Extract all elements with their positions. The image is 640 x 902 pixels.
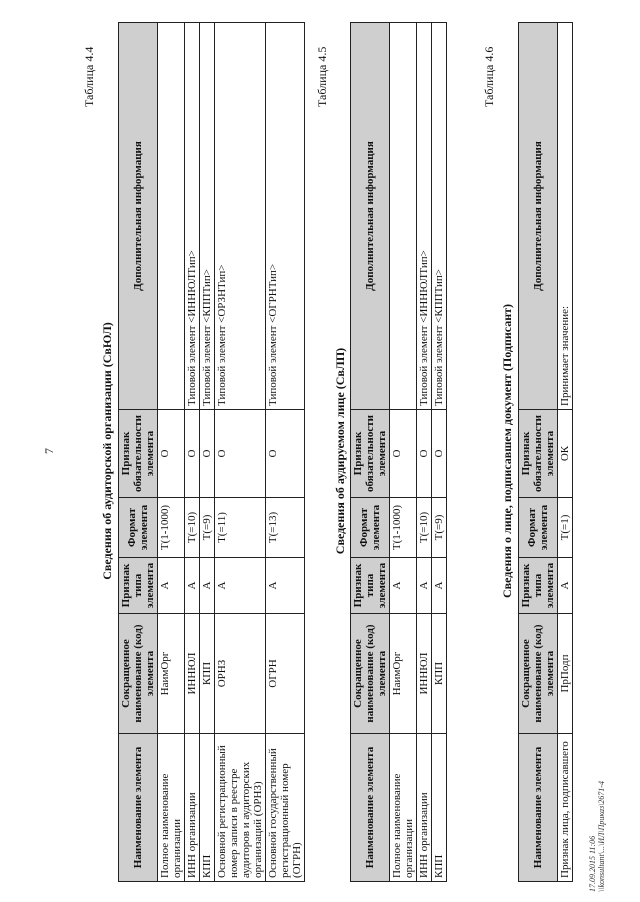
table-cell: Полное наименование организации <box>158 734 185 882</box>
header-row <box>119 23 158 882</box>
table-cell: T(=11) <box>215 498 266 558</box>
table-cell: О <box>432 410 447 498</box>
column-header: Сокращенное наименование (код) элемента <box>119 614 158 734</box>
table-cell: А <box>390 558 417 614</box>
table-cell: T(=9) <box>200 498 215 558</box>
table-title: Сведения об аудируемом лице (СвЛП) <box>333 347 347 555</box>
table-cell: ИННЮЛ <box>185 614 200 734</box>
table-cell: О <box>390 410 417 498</box>
column-header: Сокращенное наименование (код) элемента <box>351 614 390 734</box>
table-cell: T(1-1000) <box>158 498 185 558</box>
table-number: Таблица 4.4 <box>82 46 96 107</box>
table-title: Сведения о лице, подписавшем документ (Подписант) <box>500 303 514 599</box>
table-cell: Основной государственный регистрационный номер (ОГРН) <box>266 734 305 882</box>
table-cell: НаимОрг <box>390 614 417 734</box>
table-row <box>432 23 447 882</box>
print-footer <box>588 781 606 892</box>
table-cell: А <box>158 558 185 614</box>
table-cell: Типовой элемент <КППТип> <box>200 23 215 410</box>
column-header: Дополнительная информация <box>519 23 558 410</box>
column-header: Признак обязательности элемента <box>351 410 390 498</box>
table-body <box>390 23 447 882</box>
table-cell: Принимает значение: <box>558 23 573 410</box>
table-cell: T(=13) <box>266 498 305 558</box>
table-cell: Типовой элемент <ИННЮЛТип> <box>417 23 432 410</box>
table-cell: А <box>417 558 432 614</box>
table-cell: А <box>558 558 573 614</box>
table-cell: ПрПодп <box>558 614 573 734</box>
table-row <box>185 23 200 882</box>
table-cell: О <box>266 410 305 498</box>
column-header: Наименование элемента <box>519 734 558 882</box>
data-table <box>518 22 573 882</box>
table-cell: Типовой элемент <ИННЮЛТип> <box>185 23 200 410</box>
column-header: Дополнительная информация <box>351 23 390 410</box>
table-cell: А <box>200 558 215 614</box>
table-cell: КПП <box>432 734 447 882</box>
table-cell: О <box>200 410 215 498</box>
column-header: Дополнительная информация <box>119 23 158 410</box>
page-number: 7 <box>42 448 56 454</box>
table-cell: КПП <box>200 614 215 734</box>
table-row <box>215 23 266 882</box>
table-cell: ОГРН <box>266 614 305 734</box>
table-row <box>266 23 305 882</box>
table-cell: ИНН организации <box>417 734 432 882</box>
footer-path: \\konsultant\...\ИЛ\Приказ\2671-4 <box>597 781 606 892</box>
table-cell: T(1-1000) <box>390 498 417 558</box>
table-cell: О <box>417 410 432 498</box>
table-body <box>558 23 573 882</box>
column-header: Формат элемента <box>519 498 558 558</box>
column-header: Признак обязательности элемента <box>519 410 558 498</box>
table-cell: Типовой элемент <КППТип> <box>432 23 447 410</box>
table-cell: О <box>185 410 200 498</box>
table-title: Сведения об аудиторской организации (СвЮЛ) <box>100 322 114 580</box>
table-cell: О <box>215 410 266 498</box>
column-header: Признак типа элемента <box>519 558 558 614</box>
table-cell: ИННЮЛ <box>417 614 432 734</box>
table-cell: Типовой элемент <ОГРНТип> <box>266 23 305 410</box>
table-row <box>158 23 185 882</box>
column-header: Признак типа элемента <box>351 558 390 614</box>
table-cell: Признак лица, подписавшего <box>558 734 573 882</box>
table-cell: КПП <box>432 614 447 734</box>
table-cell: НаимОрг <box>158 614 185 734</box>
table-body <box>158 23 305 882</box>
table-cell: T(=10) <box>185 498 200 558</box>
table-row <box>417 23 432 882</box>
table-cell: ОК <box>558 410 573 498</box>
table-cell: T(=10) <box>417 498 432 558</box>
table-cell: ОРНЗ <box>215 614 266 734</box>
table-cell: А <box>266 558 305 614</box>
column-header: Признак типа элемента <box>119 558 158 614</box>
footer-date: 17.09.2015 11:06 <box>588 835 597 892</box>
table-row <box>558 23 573 882</box>
table-cell: T(=9) <box>432 498 447 558</box>
table-cell: А <box>185 558 200 614</box>
data-table <box>350 22 447 882</box>
column-header: Признак обязательности элемента <box>119 410 158 498</box>
table-cell: КПП <box>200 734 215 882</box>
data-table <box>118 22 305 882</box>
table-cell <box>390 23 417 410</box>
column-header: Сокращенное наименование (код) элемента <box>519 614 558 734</box>
column-header: Наименование элемента <box>351 734 390 882</box>
table-cell: Основной регистрационный номер записи в реестре аудиторов и аудиторских организаций (ОРНЗ) <box>215 734 266 882</box>
table-number: Таблица 4.6 <box>482 46 496 107</box>
table-row <box>390 23 417 882</box>
header-row <box>519 23 558 882</box>
column-header: Наименование элемента <box>119 734 158 882</box>
column-header: Формат элемента <box>351 498 390 558</box>
table-cell: T(=1) <box>558 498 573 558</box>
table-cell: Типовой элемент <ОРЗНТип> <box>215 23 266 410</box>
table-cell <box>158 23 185 410</box>
table-cell: А <box>432 558 447 614</box>
table-cell: А <box>215 558 266 614</box>
table-row <box>200 23 215 882</box>
table-cell: ИНН организации <box>185 734 200 882</box>
column-header: Формат элемента <box>119 498 158 558</box>
table-cell: Полное наименование организации <box>390 734 417 882</box>
table-number: Таблица 4.5 <box>315 46 329 107</box>
table-cell: О <box>158 410 185 498</box>
header-row <box>351 23 390 882</box>
